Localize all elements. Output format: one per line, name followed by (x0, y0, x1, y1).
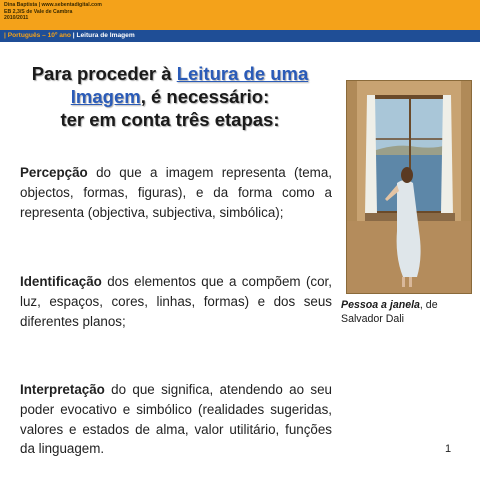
breadcrumb-bar (0, 30, 480, 42)
breadcrumb (4, 30, 135, 42)
breadcrumb-subject[interactable]: Português – 10º ano (7, 32, 71, 39)
breadcrumb-current: Leitura de Imagem (76, 32, 135, 39)
caption-author: , de Salvador Dali (341, 299, 438, 325)
author-line: Dina Baptista | www.sebentadigital.com (4, 2, 102, 8)
caption-title: Pessoa a janela (341, 299, 420, 311)
title-part-2: , é necessário: (140, 86, 270, 107)
paragraph-perception (20, 163, 332, 222)
breadcrumb-separator: | (4, 32, 8, 39)
title-line-3: ter em conta três etapas: (60, 109, 280, 130)
title-link-2[interactable]: Imagem (70, 86, 141, 107)
term-identification: Identificação (20, 274, 102, 289)
text-interpretation: do que significa, atendendo ao seu poder evocativo e simbólico (realidades sugeridas, valores e estados de alma, valor utilitário, funções da linguagem. (20, 382, 332, 457)
page-number: 1 (445, 443, 452, 455)
painting-image (346, 80, 472, 294)
text-identification: dos elementos que a compõem (cor, luz, espaços, cores, linhas, formas) e dos seus diferentes planos; (20, 274, 332, 329)
term-perception: Percepção (20, 165, 88, 180)
school-line: EB 2,3/S de Vale de Cambra (4, 8, 73, 15)
term-interpretation: Interpretação (20, 382, 105, 397)
slide-title (20, 62, 320, 131)
title-part-1: Para proceder à (31, 63, 177, 84)
header-meta (4, 2, 102, 22)
text-perception: do que a imagem representa (tema, objectos, formas, figuras), e da forma como a representa (objectiva, subjectiva, simbólica); (20, 165, 332, 220)
painting-illustration (347, 81, 471, 293)
breadcrumb-separator-2: | (70, 32, 77, 39)
title-link[interactable]: Leitura de uma (176, 63, 309, 84)
painting-caption (341, 298, 475, 326)
paragraph-interpretation (20, 380, 332, 459)
year-line: 2010/2011 (4, 15, 29, 22)
header-bar (0, 0, 480, 30)
paragraph-identification (20, 272, 332, 331)
